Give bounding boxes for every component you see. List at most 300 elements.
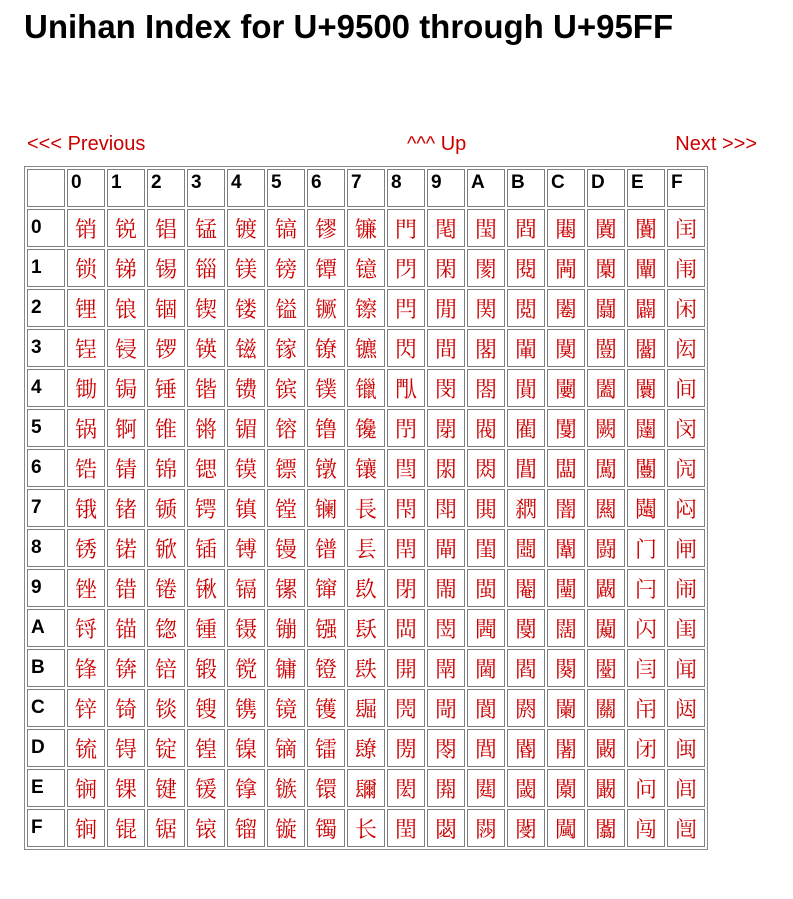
- character-link[interactable]: 閈: [394, 537, 417, 563]
- character-cell: [147, 409, 185, 447]
- character-link[interactable]: 閳: [514, 337, 537, 363]
- character-link[interactable]: 闫: [634, 657, 657, 683]
- character-link[interactable]: 闩: [634, 577, 657, 603]
- character-link[interactable]: 镴: [354, 377, 377, 403]
- character-link[interactable]: 锠: [154, 217, 177, 243]
- character-cell: [307, 249, 345, 287]
- character-link[interactable]: 闋: [554, 657, 577, 683]
- character-link[interactable]: 閂: [394, 297, 417, 323]
- character-link[interactable]: 闕: [594, 417, 617, 443]
- character-link[interactable]: 镯: [314, 817, 337, 843]
- character-link[interactable]: 闺: [674, 617, 697, 643]
- character-link[interactable]: 镕: [274, 417, 297, 443]
- character-link[interactable]: 锭: [154, 737, 177, 763]
- character-link[interactable]: 镄: [234, 377, 257, 403]
- character-link[interactable]: 闀: [554, 217, 577, 243]
- character-link[interactable]: 閝: [434, 737, 457, 763]
- character-link[interactable]: 锥: [154, 417, 177, 443]
- character-link[interactable]: 閛: [434, 657, 457, 683]
- character-link[interactable]: 镔: [274, 377, 297, 403]
- character-link[interactable]: 镻: [354, 657, 377, 683]
- character-link[interactable]: 镹: [354, 577, 377, 603]
- character-link[interactable]: 闢: [634, 297, 657, 323]
- character-link[interactable]: 镆: [234, 457, 257, 483]
- character-link[interactable]: 闗: [594, 497, 617, 523]
- character-link[interactable]: 閯: [474, 817, 497, 843]
- character-link[interactable]: 闐: [594, 217, 617, 243]
- character-link[interactable]: 闹: [674, 577, 697, 603]
- character-link[interactable]: 闿: [674, 817, 697, 843]
- character-cell: [347, 809, 385, 847]
- character-link[interactable]: 锌: [74, 697, 97, 723]
- character-link[interactable]: 閐: [434, 217, 457, 243]
- character-link[interactable]: 锪: [154, 617, 177, 643]
- character-link[interactable]: 闆: [554, 457, 577, 483]
- character-link[interactable]: 锰: [194, 217, 217, 243]
- character-link[interactable]: 锺: [194, 617, 217, 643]
- character-link[interactable]: 镖: [274, 457, 297, 483]
- character-link[interactable]: 错: [114, 577, 137, 603]
- table-row: [27, 769, 705, 807]
- character-link[interactable]: 闦: [634, 457, 657, 483]
- character-link[interactable]: 镨: [314, 537, 337, 563]
- character-link[interactable]: 镽: [354, 737, 377, 763]
- character-link[interactable]: 閉: [394, 577, 417, 603]
- character-link[interactable]: 镝: [274, 737, 297, 763]
- character-link[interactable]: 闛: [594, 657, 617, 683]
- row-header: 2: [27, 289, 65, 327]
- character-link[interactable]: 閆: [394, 457, 417, 483]
- character-cell: [307, 809, 345, 847]
- character-link[interactable]: 闵: [674, 417, 697, 443]
- character-link[interactable]: 闣: [634, 337, 657, 363]
- character-link[interactable]: 閕: [434, 417, 457, 443]
- character-link[interactable]: 锅: [74, 417, 97, 443]
- character-cell: [307, 329, 345, 367]
- character-cell: [507, 809, 545, 847]
- character-link[interactable]: 镁: [234, 257, 257, 283]
- character-link[interactable]: 镦: [314, 457, 337, 483]
- character-link[interactable]: 闶: [674, 457, 697, 483]
- character-cell: [227, 609, 265, 647]
- character-link[interactable]: 锏: [74, 817, 97, 843]
- character-link[interactable]: 问: [634, 777, 657, 803]
- character-link[interactable]: 镧: [314, 497, 337, 523]
- character-link[interactable]: 锛: [114, 657, 137, 683]
- character-link[interactable]: 閗: [434, 497, 457, 523]
- character-link[interactable]: 閘: [434, 537, 457, 563]
- character-link[interactable]: 镳: [354, 337, 377, 363]
- character-link[interactable]: 閣: [474, 337, 497, 363]
- character-link[interactable]: 镡: [314, 257, 337, 283]
- character-link[interactable]: 锑: [114, 257, 137, 283]
- character-link[interactable]: 閁: [394, 257, 417, 283]
- character-link[interactable]: 锷: [194, 497, 217, 523]
- character-link[interactable]: 門: [394, 217, 417, 243]
- character-link[interactable]: 闖: [594, 457, 617, 483]
- character-link[interactable]: 镤: [314, 377, 337, 403]
- character-link[interactable]: 镱: [354, 257, 377, 283]
- character-link[interactable]: 閾: [514, 777, 537, 803]
- character-link[interactable]: 锎: [74, 777, 97, 803]
- column-header: A: [467, 169, 505, 207]
- character-link[interactable]: 闒: [594, 297, 617, 323]
- character-link[interactable]: 閹: [514, 577, 537, 603]
- column-header: 9: [427, 169, 465, 207]
- character-link[interactable]: 镂: [234, 297, 257, 323]
- character-link[interactable]: 镉: [234, 577, 257, 603]
- character-link[interactable]: 閩: [474, 577, 497, 603]
- character-link[interactable]: 閚: [434, 617, 457, 643]
- character-link[interactable]: 闌: [554, 697, 577, 723]
- character-cell: [307, 769, 345, 807]
- character-cell: [387, 449, 425, 487]
- character-link[interactable]: 闚: [594, 617, 617, 643]
- character-link[interactable]: 锐: [114, 217, 137, 243]
- previous-link[interactable]: <<< Previous: [27, 133, 146, 155]
- character-link[interactable]: 闪: [634, 617, 657, 643]
- next-link[interactable]: Next >>>: [675, 133, 757, 155]
- character-link[interactable]: 閑: [434, 257, 457, 283]
- character-link[interactable]: 镬: [314, 697, 337, 723]
- character-link[interactable]: 閴: [514, 377, 537, 403]
- character-cell: [227, 289, 265, 327]
- character-cell: [147, 249, 185, 287]
- character-link[interactable]: 镅: [234, 417, 257, 443]
- character-link[interactable]: 锗: [114, 497, 137, 523]
- character-link[interactable]: 锫: [154, 657, 177, 683]
- character-link[interactable]: 闱: [674, 257, 697, 283]
- character-link[interactable]: 長: [354, 497, 377, 523]
- character-link[interactable]: 闡: [634, 257, 657, 283]
- character-link[interactable]: 镲: [354, 297, 377, 323]
- character-link[interactable]: 闧: [634, 497, 657, 523]
- character-link[interactable]: 閽: [514, 737, 537, 763]
- character-link[interactable]: 閼: [514, 697, 537, 723]
- character-link[interactable]: 闸: [674, 537, 697, 563]
- character-link[interactable]: 闝: [594, 737, 617, 763]
- character-link[interactable]: 镮: [314, 777, 337, 803]
- character-link[interactable]: 闠: [634, 217, 657, 243]
- character-link[interactable]: 镗: [274, 497, 297, 523]
- character-link[interactable]: 镭: [314, 737, 337, 763]
- character-link[interactable]: 锴: [194, 377, 217, 403]
- character-link[interactable]: 閠: [474, 217, 497, 243]
- character-cell: [307, 689, 345, 727]
- character-link[interactable]: 闉: [554, 577, 577, 603]
- character-link[interactable]: 锕: [114, 417, 137, 443]
- character-link[interactable]: 镋: [234, 657, 257, 683]
- character-link[interactable]: 镚: [274, 617, 297, 643]
- character-link[interactable]: 閰: [514, 217, 537, 243]
- character-link[interactable]: 關: [594, 697, 617, 723]
- character-link[interactable]: 闂: [554, 297, 577, 323]
- character-cell: [227, 369, 265, 407]
- character-link[interactable]: 镈: [234, 537, 257, 563]
- character-link[interactable]: 锿: [194, 817, 217, 843]
- column-header: 2: [147, 169, 185, 207]
- character-link[interactable]: 镛: [274, 657, 297, 683]
- character-link[interactable]: 键: [154, 777, 177, 803]
- character-link[interactable]: 閡: [474, 257, 497, 283]
- character-link[interactable]: 閙: [434, 577, 457, 603]
- character-link[interactable]: 閎: [394, 777, 417, 803]
- character-link[interactable]: 閇: [394, 497, 417, 523]
- character-link[interactable]: 閨: [474, 537, 497, 563]
- character-link[interactable]: 锬: [154, 697, 177, 723]
- character-link[interactable]: 闷: [674, 497, 697, 523]
- character-link[interactable]: 锁: [74, 257, 97, 283]
- character-link[interactable]: 閏: [394, 817, 417, 843]
- character-link[interactable]: 闰: [674, 217, 697, 243]
- nav-bar: [27, 133, 757, 159]
- character-link[interactable]: 锆: [74, 457, 97, 483]
- character-link[interactable]: 閷: [514, 497, 537, 523]
- character-link[interactable]: 開: [394, 657, 417, 683]
- character-link[interactable]: 閭: [474, 737, 497, 763]
- character-link[interactable]: 锼: [194, 697, 217, 723]
- character-cell: [467, 529, 505, 567]
- character-link[interactable]: 镵: [354, 417, 377, 443]
- character-link[interactable]: 闥: [634, 417, 657, 443]
- column-header: 8: [387, 169, 425, 207]
- character-link[interactable]: 閖: [434, 457, 457, 483]
- character-link[interactable]: 锔: [114, 377, 137, 403]
- character-link[interactable]: 锋: [74, 657, 97, 683]
- character-link[interactable]: 閒: [434, 297, 457, 323]
- character-link[interactable]: 镟: [274, 817, 297, 843]
- character-link[interactable]: 锃: [74, 337, 97, 363]
- character-link[interactable]: 闓: [594, 337, 617, 363]
- character-link[interactable]: 镃: [234, 337, 257, 363]
- character-link[interactable]: 閫: [474, 657, 497, 683]
- character-link[interactable]: 闟: [594, 817, 617, 843]
- character-link[interactable]: 锚: [114, 617, 137, 643]
- column-header: 1: [107, 169, 145, 207]
- character-link[interactable]: 锒: [114, 297, 137, 323]
- character-link[interactable]: 锉: [74, 577, 97, 603]
- character-link[interactable]: 閬: [474, 697, 497, 723]
- character-link[interactable]: 镙: [274, 577, 297, 603]
- character-link[interactable]: 镺: [354, 617, 377, 643]
- character-link[interactable]: 闁: [554, 257, 577, 283]
- character-link[interactable]: 镑: [274, 257, 297, 283]
- character-link[interactable]: 镥: [314, 417, 337, 443]
- character-link[interactable]: 闄: [554, 377, 577, 403]
- character-link[interactable]: 閌: [394, 697, 417, 723]
- character-link[interactable]: 镾: [354, 777, 377, 803]
- character-link[interactable]: 闬: [634, 697, 657, 723]
- character-cell: [547, 409, 585, 447]
- character-link[interactable]: 锡: [154, 257, 177, 283]
- character-link[interactable]: 闞: [594, 777, 617, 803]
- character-link[interactable]: 閤: [474, 377, 497, 403]
- character-link[interactable]: 闘: [594, 537, 617, 563]
- character-link[interactable]: 锈: [74, 537, 97, 563]
- table-row: [27, 489, 705, 527]
- character-link[interactable]: 閊: [394, 617, 417, 643]
- character-link[interactable]: 镶: [354, 457, 377, 483]
- character-cell: [227, 529, 265, 567]
- character-cell: [307, 409, 345, 447]
- character-link[interactable]: 镰: [354, 217, 377, 243]
- character-link[interactable]: 锊: [74, 617, 97, 643]
- character-link[interactable]: 閅: [394, 417, 417, 443]
- character-link[interactable]: 间: [674, 377, 697, 403]
- character-link[interactable]: 镎: [234, 777, 257, 803]
- character-link[interactable]: 锻: [194, 657, 217, 683]
- character-link[interactable]: 门: [634, 537, 657, 563]
- character-link[interactable]: 闼: [674, 697, 697, 723]
- character-cell: [427, 729, 465, 767]
- character-link[interactable]: 锯: [154, 817, 177, 843]
- character-link[interactable]: 镒: [274, 297, 297, 323]
- character-link[interactable]: 镍: [234, 737, 257, 763]
- character-link[interactable]: 闯: [634, 817, 657, 843]
- character-link[interactable]: 闔: [594, 377, 617, 403]
- character-link[interactable]: 镀: [234, 217, 257, 243]
- character-cell: [307, 369, 345, 407]
- character-link[interactable]: 镸: [354, 537, 377, 563]
- table-row: [27, 809, 705, 847]
- character-link[interactable]: 镐: [274, 217, 297, 243]
- character-cell: [587, 369, 625, 407]
- character-link[interactable]: 閺: [514, 617, 537, 643]
- character-link[interactable]: 閲: [514, 297, 537, 323]
- character-link[interactable]: 锩: [154, 577, 177, 603]
- character-link[interactable]: 闽: [674, 737, 697, 763]
- character-link[interactable]: 镏: [234, 817, 257, 843]
- character-link[interactable]: 闑: [594, 257, 617, 283]
- character-link[interactable]: 镫: [314, 657, 337, 683]
- character-link[interactable]: 闭: [634, 737, 657, 763]
- character-link[interactable]: 锽: [194, 737, 217, 763]
- character-link[interactable]: 镠: [314, 217, 337, 243]
- character-link[interactable]: 閥: [474, 417, 497, 443]
- character-link[interactable]: 镜: [274, 697, 297, 723]
- character-link[interactable]: 閔: [434, 377, 457, 403]
- character-link[interactable]: 閪: [474, 617, 497, 643]
- character-link[interactable]: 闳: [674, 337, 697, 363]
- character-cell: [587, 529, 625, 567]
- character-link[interactable]: 锧: [154, 497, 177, 523]
- character-link[interactable]: 閸: [514, 537, 537, 563]
- character-link[interactable]: 閻: [514, 657, 537, 683]
- character-link[interactable]: 闲: [674, 297, 697, 323]
- character-link[interactable]: 镌: [234, 697, 257, 723]
- character-link[interactable]: 閜: [434, 697, 457, 723]
- character-link[interactable]: 镘: [274, 537, 297, 563]
- character-link[interactable]: 锞: [114, 777, 137, 803]
- character-link[interactable]: 锨: [154, 537, 177, 563]
- character-link[interactable]: 閮: [474, 777, 497, 803]
- up-link[interactable]: ^^^ Up: [407, 133, 467, 155]
- character-link[interactable]: 閍: [394, 737, 417, 763]
- character-link[interactable]: 锣: [154, 337, 177, 363]
- character-link[interactable]: 闇: [554, 497, 577, 523]
- character-cell: [427, 409, 465, 447]
- character-link[interactable]: 闃: [554, 337, 577, 363]
- character-link[interactable]: 锘: [114, 537, 137, 563]
- character-link[interactable]: 閱: [514, 257, 537, 283]
- character-link[interactable]: 销: [74, 217, 97, 243]
- character-cell: [107, 329, 145, 367]
- character-link[interactable]: 闙: [594, 577, 617, 603]
- column-header: 7: [347, 169, 385, 207]
- character-link[interactable]: 闻: [674, 657, 697, 683]
- character-link[interactable]: 锾: [194, 777, 217, 803]
- character-link[interactable]: 閄: [394, 377, 417, 403]
- character-link[interactable]: 闾: [674, 777, 697, 803]
- character-cell: [107, 649, 145, 687]
- character-link[interactable]: 镼: [354, 697, 377, 723]
- character-link[interactable]: 閿: [514, 817, 537, 843]
- character-link[interactable]: 闍: [554, 737, 577, 763]
- character-link[interactable]: 锱: [194, 257, 217, 283]
- character-link[interactable]: 闤: [634, 377, 657, 403]
- character-link[interactable]: 锍: [74, 737, 97, 763]
- character-link[interactable]: 锓: [114, 337, 137, 363]
- character-cell: [627, 769, 665, 807]
- character-link[interactable]: 閶: [514, 457, 537, 483]
- character-link[interactable]: 锝: [114, 737, 137, 763]
- character-cell: [347, 209, 385, 247]
- character-cell: [187, 769, 225, 807]
- character-link[interactable]: 镣: [314, 337, 337, 363]
- character-link[interactable]: 镇: [234, 497, 257, 523]
- character-link[interactable]: 闊: [554, 617, 577, 643]
- character-link[interactable]: 間: [434, 337, 457, 363]
- character-link[interactable]: 锂: [74, 297, 97, 323]
- character-link[interactable]: 锸: [194, 537, 217, 563]
- character-cell: [507, 209, 545, 247]
- character-link[interactable]: 闎: [554, 777, 577, 803]
- character-cell: [587, 769, 625, 807]
- character-link[interactable]: 长: [354, 817, 377, 843]
- character-link[interactable]: 锜: [114, 697, 137, 723]
- character-link[interactable]: 锳: [194, 337, 217, 363]
- character-link[interactable]: 锹: [194, 577, 217, 603]
- character-link[interactable]: 閃: [394, 337, 417, 363]
- character-link[interactable]: 锲: [194, 297, 217, 323]
- character-link[interactable]: 锖: [114, 457, 137, 483]
- character-link[interactable]: 闏: [554, 817, 577, 843]
- character-link[interactable]: 镊: [234, 617, 257, 643]
- character-link[interactable]: 镪: [314, 617, 337, 643]
- character-link[interactable]: 锵: [194, 417, 217, 443]
- table-row: [27, 449, 705, 487]
- character-link[interactable]: 锦: [154, 457, 177, 483]
- character-link[interactable]: 関: [474, 297, 497, 323]
- character-link[interactable]: 閞: [434, 777, 457, 803]
- character-link[interactable]: 閦: [474, 457, 497, 483]
- character-link[interactable]: 锇: [74, 497, 97, 523]
- character-link[interactable]: 镩: [314, 577, 337, 603]
- character-link[interactable]: 锤: [154, 377, 177, 403]
- character-link[interactable]: 闅: [554, 417, 577, 443]
- character-link[interactable]: 镞: [274, 777, 297, 803]
- character-link[interactable]: 锟: [114, 817, 137, 843]
- character-link[interactable]: 锶: [194, 457, 217, 483]
- character-link[interactable]: 閟: [434, 817, 457, 843]
- character-link[interactable]: 閵: [514, 417, 537, 443]
- character-link[interactable]: 镢: [314, 297, 337, 323]
- character-link[interactable]: 镓: [274, 337, 297, 363]
- character-link[interactable]: 闈: [554, 537, 577, 563]
- character-link[interactable]: 锄: [74, 377, 97, 403]
- character-link[interactable]: 锢: [154, 297, 177, 323]
- character-link[interactable]: 閧: [474, 497, 497, 523]
